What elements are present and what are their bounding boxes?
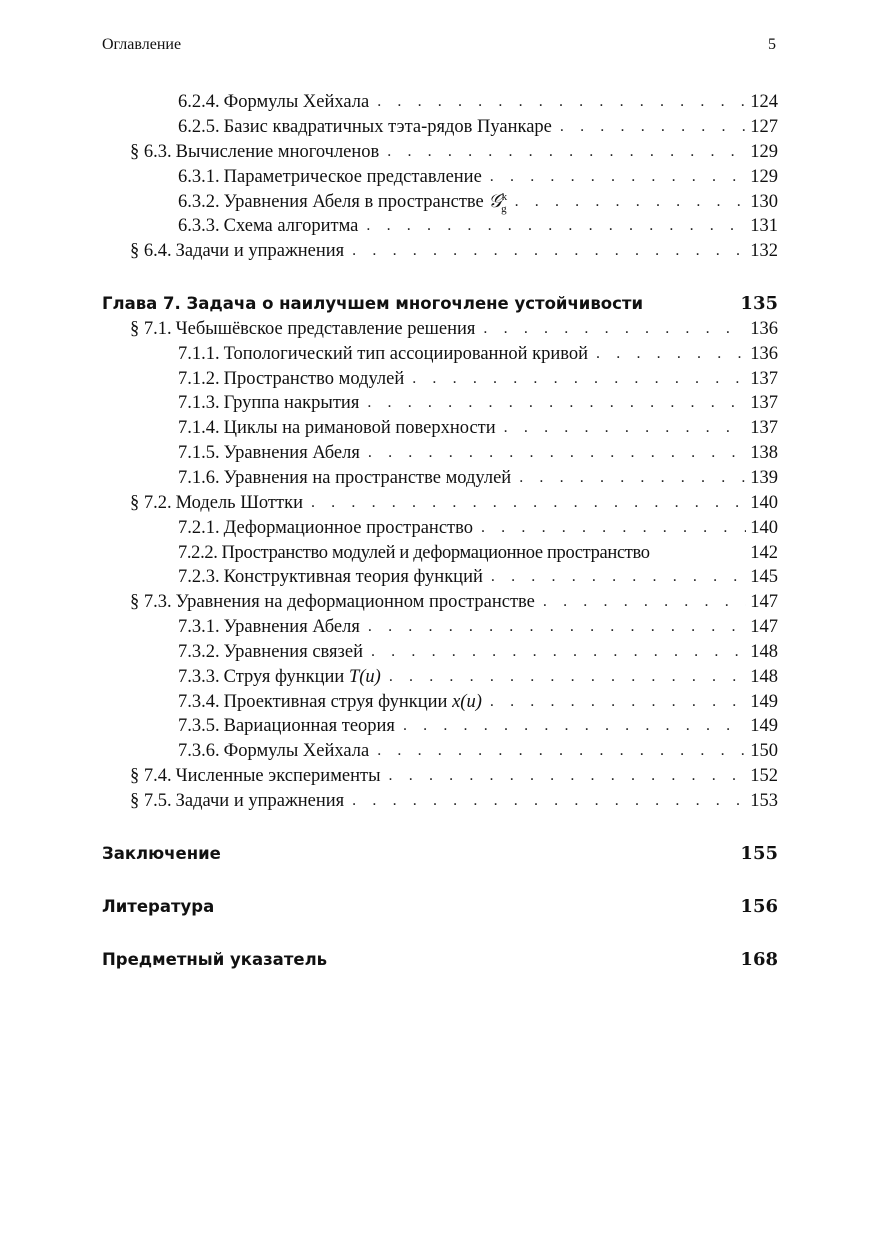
dot-leader [490,693,746,711]
toc-entry-page: 132 [750,241,778,262]
toc-entry-section-7-1[interactable] [102,319,778,344]
dot-leader [491,568,746,586]
toc-entry-7-1-1[interactable] [102,344,778,369]
chapter-page: 155 [740,842,778,864]
toc-entry-number: § 7.5. [130,790,172,811]
math-expression: T(u) [348,666,381,687]
toc-entry-6-3-2[interactable] [102,191,778,216]
dot-leader [560,118,746,136]
math-expression: x(u) [452,691,482,712]
toc-entry-title: Задачи и упражнения [175,790,345,811]
toc-entry-6-2-5[interactable] [102,117,778,142]
header-page-number: 5 [768,36,776,53]
toc-entry-title: Пространство модулей [223,368,405,389]
toc-subject-index[interactable] [102,949,778,975]
toc-entry-page: 129 [750,141,778,162]
dot-leader [515,193,747,211]
toc-entry-number: § 7.1. [130,318,172,339]
toc-entry-page: 136 [750,343,778,364]
toc-entry-title: Вычисление многочленов [175,141,380,162]
toc-entry-page: 140 [750,492,778,513]
dot-leader [483,320,746,338]
toc-entry-title: Чебышёвское представление решения [175,318,476,339]
dot-leader [377,742,746,760]
dot-leader [366,217,746,235]
toc-entry-number: 6.2.4. [178,92,220,112]
toc-entry-number: § 6.3. [130,141,172,162]
dot-leader [311,494,746,512]
toc-entry-page: 130 [750,192,778,213]
toc-entry-title: Конструктивная теория функций [223,567,483,588]
toc-entry-number: 7.1.6. [178,467,220,488]
toc-entry-7-3-2[interactable] [102,642,778,667]
toc-entry-7-2-3[interactable] [102,567,778,592]
dot-leader [387,143,746,161]
chapter-title: Литература [102,896,215,916]
toc-entry-section-6-3[interactable] [102,142,778,167]
dot-leader [519,469,746,487]
toc-entry-page: 147 [750,592,778,613]
toc-entry-number: 7.3.4. [178,691,220,712]
toc-entry-title: Параметрическое представление [223,166,482,187]
toc-entry-page: 137 [750,368,778,389]
toc-entry-number: 6.3.1. [178,166,220,187]
toc-entry-number: 7.3.3. [178,666,220,687]
toc-entry-page: 147 [750,617,778,638]
toc-entry-number: 7.1.5. [178,443,220,464]
toc-entry-number: 7.3.1. [178,617,220,638]
dot-leader [481,519,746,537]
toc-entry-page: 150 [750,741,778,762]
toc-entry-title: Схема алгоритма [223,216,359,237]
toc-entry-title: Проективная струя функции [223,691,448,712]
toc-entry-number: 7.1.1. [178,343,220,364]
toc-entry-title: Задачи и упражнения [175,241,345,262]
toc-entry-title: Уравнения Абеля [223,617,360,638]
toc-entry-7-3-4[interactable] [102,692,778,717]
toc-entry-title: Пространство модулей и деформационное пространство [221,542,650,563]
toc-entry-page: 139 [750,467,778,488]
toc-entry-7-1-3[interactable] [102,393,778,418]
toc-bibliography[interactable] [102,896,778,922]
toc-entry-page: 148 [750,666,778,687]
toc-entry-7-1-5[interactable] [102,443,778,468]
toc-entry-number: 6.2.5. [178,116,220,137]
toc-entry-6-2-4[interactable] [102,92,778,117]
toc-entry-title: Базис квадратичных тэта-рядов Пуанкаре [223,116,552,137]
toc-entry-page: 124 [750,92,778,112]
toc-entry-title: Группа накрытия [223,393,360,414]
dot-leader [504,419,747,437]
toc-entry-number: 7.3.2. [178,641,220,662]
header-title: Оглавление [102,36,182,53]
toc-entry-page: 137 [750,418,778,439]
toc-entry-title: Уравнения на пространстве модулей [223,467,512,488]
dot-leader [389,767,747,785]
dot-leader [352,242,746,260]
toc-entry-title: Численные эксперименты [175,766,381,787]
math-subscript: g [501,203,507,216]
chapter-page: 156 [740,895,778,917]
math-symbol: 𝒢 [488,192,502,213]
dot-leader [596,345,746,363]
toc-entry-title: Вариационная теория [223,716,395,737]
toc-entry-page: 127 [750,116,778,137]
toc-entry-6-3-1[interactable] [102,167,778,192]
toc-entry-7-3-1[interactable] [102,617,778,642]
toc-entry-section-6-4[interactable] [102,241,778,266]
toc-entry-title: Формулы Хейхала [223,92,370,112]
toc-entry-title: Модель Шоттки [175,492,303,513]
dot-leader [403,717,746,735]
dot-leader [543,593,746,611]
toc-entry-title: Топологический тип ассоциированной кривой [223,343,589,364]
toc-entry-page: 142 [750,542,778,563]
toc-entry-number: 7.3.6. [178,741,220,762]
math-superscript: k [501,191,508,204]
dot-leader [389,668,746,686]
toc-entry-title: Уравнения Абеля [223,443,360,464]
toc-entry-page: 137 [750,393,778,414]
toc-entry-number: 7.1.3. [178,393,220,414]
toc-entry-title: Уравнения Абеля в пространстве [223,192,484,213]
toc-chapter-7[interactable] [102,293,778,319]
toc-entry-number: 7.2.1. [178,517,220,538]
toc-entry-7-1-4[interactable] [102,418,778,443]
toc-entry-number: § 7.2. [130,492,172,513]
toc-entry-7-2-1[interactable] [102,518,778,543]
toc-entry-title: Деформационное пространство [223,517,473,538]
dot-leader [490,168,746,186]
toc-entry-section-7-2[interactable] [102,493,778,518]
dot-leader [371,643,746,661]
toc-entry-page: 152 [750,766,778,787]
toc-entry-title: Струя функции [223,666,345,687]
chapter-page: 135 [740,292,778,314]
chapter-page: 168 [740,948,778,970]
toc-entry-7-3-3[interactable] [102,667,778,692]
toc-entry-page: 149 [750,716,778,737]
toc-entry-6-3-3[interactable] [102,216,778,241]
running-header [102,36,776,58]
toc-entry-number: 7.1.2. [178,368,220,389]
toc-entry-section-7-3[interactable] [102,592,778,617]
toc-entry-page: 138 [750,443,778,464]
dot-leader [367,394,746,412]
dot-leader [352,792,746,810]
toc-entry-page: 153 [750,790,778,811]
toc-entry-page: 136 [750,318,778,339]
toc-entry-page: 131 [750,216,778,237]
toc-entry-title: Уравнения связей [223,641,363,662]
toc-entry-title: Формулы Хейхала [223,741,370,762]
toc-entry-section-7-4[interactable] [102,766,778,791]
dot-leader [412,370,746,388]
toc-entry-page: 145 [750,567,778,588]
toc-entry-page: 149 [750,691,778,712]
table-of-contents [102,92,778,975]
toc-entry-section-7-5[interactable] [102,791,778,816]
chapter-title: Заключение [102,843,221,863]
toc-entry-number: 7.3.5. [178,716,220,737]
toc-entry-number: 7.2.2. [178,542,218,563]
chapter-title: Глава 7. Задача о наилучшем многочлене устойчивости [102,293,644,313]
toc-entry-number: 6.3.3. [178,216,220,237]
toc-entry-page: 129 [750,166,778,187]
chapter-title: Предметный указатель [102,949,328,969]
toc-entry-7-3-6[interactable] [102,741,778,766]
toc-entry-number: § 7.4. [130,766,172,787]
dot-leader [377,93,746,111]
toc-entry-number: 7.1.4. [178,418,220,439]
toc-entry-number: 6.3.2. [178,192,220,213]
toc-entry-7-2-2[interactable] [102,543,778,568]
toc-entry-number: § 7.3. [130,592,172,613]
toc-entry-page: 140 [750,517,778,538]
dot-leader [368,444,746,462]
toc-conclusion[interactable] [102,843,778,869]
toc-entry-7-1-2[interactable] [102,369,778,394]
toc-entry-7-3-5[interactable] [102,716,778,741]
toc-entry-number: § 6.4. [130,241,172,262]
dot-leader [368,618,746,636]
toc-entry-number: 7.2.3. [178,567,220,588]
toc-entry-page: 148 [750,641,778,662]
toc-entry-title: Циклы на римановой поверхности [223,418,496,439]
toc-entry-title: Уравнения на деформационном пространстве [175,592,535,613]
toc-entry-7-1-6[interactable] [102,468,778,493]
